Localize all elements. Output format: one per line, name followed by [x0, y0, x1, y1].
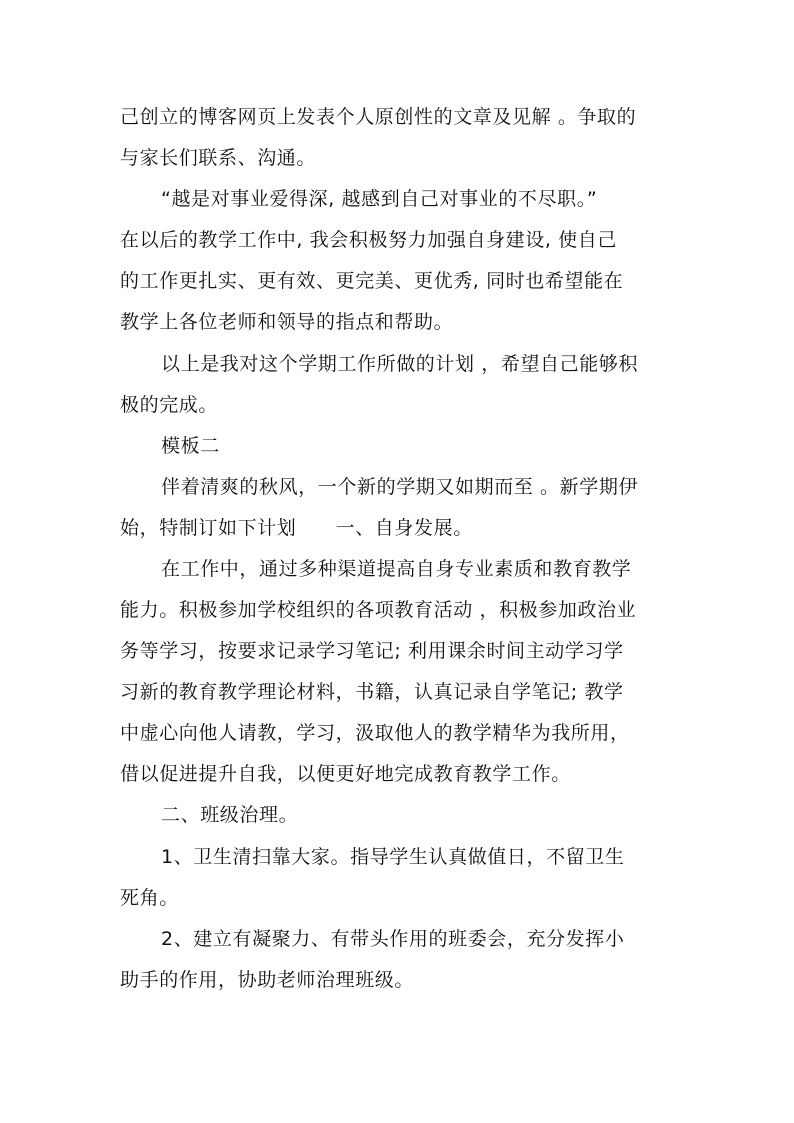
text-line: 与家长们联系、沟通。 [120, 147, 317, 169]
text-line: 助手的作用，协助老师治理班级。 [120, 969, 415, 991]
text-line: 死角。 [120, 887, 179, 909]
list-item: 1、卫生清扫靠大家。指导学生认真做值日，不留卫生 [161, 846, 625, 868]
quote-line: “越是对事业爱得深, 越感到自己对事业的不尽职。” [161, 188, 598, 210]
text-line: 极的完成。 [120, 394, 219, 416]
text-line: 务等学习，按要求记录学习笔记; 利用课余时间主动学习学 [120, 640, 624, 662]
section-heading: 模板二 [161, 435, 220, 457]
text-line: 在以后的教学工作中, 我会积极努力加强自身建设, 使自己 [120, 229, 617, 251]
text-line: 中虚心向他人请教，学习，汲取他人的教学精华为我所用， [120, 722, 630, 744]
text-line: 己创立的博客网页上发表个人原创性的文章及见解 。争取的 [120, 106, 637, 128]
text-line: 始，特制订如下计划 一、自身发展。 [120, 517, 473, 539]
text-line: 借以促进提升自我，以便更好地完成教育教学工作。 [120, 763, 571, 785]
list-item: 2、建立有凝聚力、有带头作用的班委会，充分发挥小 [161, 928, 625, 950]
section-heading: 二、班级治理。 [161, 804, 299, 826]
text-line: 教学上各位老师和领导的指点和帮助。 [120, 311, 454, 333]
text-line: 习新的教育教学理论材料，书籍，认真记录自学笔记; 教学 [120, 681, 624, 703]
text-line: 能力。积极参加学校组织的各项教育活动 ，积极参加政治业 [120, 599, 637, 621]
text-line: 以上是我对这个学期工作所做的计划 ，希望自己能够积 [161, 353, 639, 375]
text-line: 的工作更扎实、更有效、更完美、更优秀, 同时也希望能在 [120, 270, 624, 292]
text-line: 伴着清爽的秋风，一个新的学期又如期而至 。新学期伊 [161, 476, 639, 498]
text-line: 在工作中，通过多种渠道提高自身专业素质和教育教学 [161, 558, 632, 580]
